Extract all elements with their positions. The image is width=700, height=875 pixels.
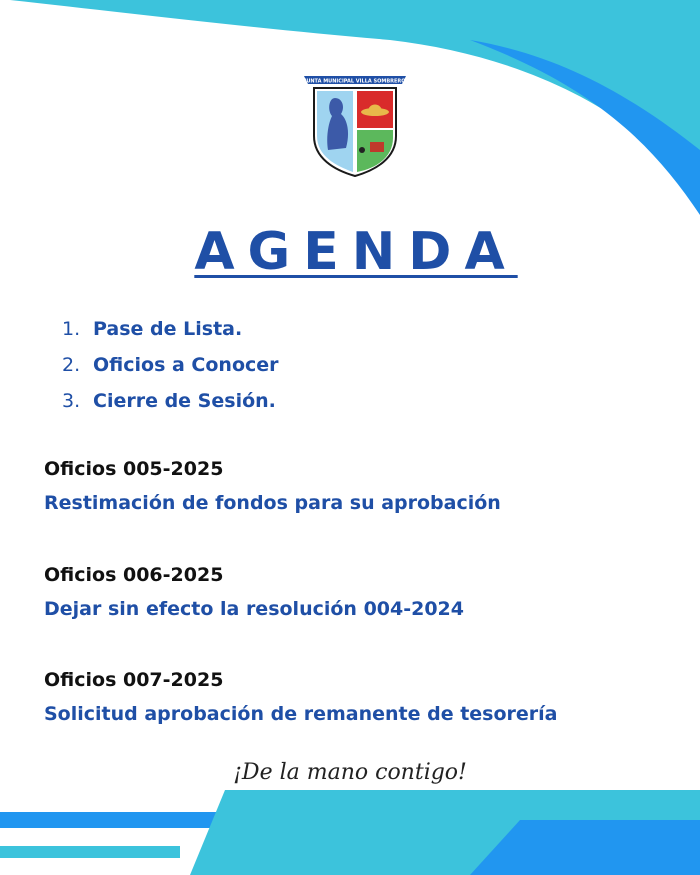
oficio-block: [44, 564, 464, 620]
agenda-list: [62, 318, 279, 426]
oficio-code: Oficios 005-2025: [44, 458, 224, 480]
agenda-item: [62, 390, 279, 426]
agenda-item-label: Cierre de Sesión.: [93, 390, 276, 412]
agenda-item: [62, 318, 279, 354]
oficio-description: Restimación de fondos para su aprobación: [44, 492, 501, 514]
agenda-item: [62, 354, 279, 390]
oficio-block: [44, 669, 558, 725]
oficio-description: Dejar sin efecto la resolución 004-2024: [44, 598, 464, 620]
agenda-item-number: 2.: [62, 354, 81, 376]
agenda-item-number: 1.: [62, 318, 81, 340]
agenda-item-label: Oficios a Conocer: [93, 354, 279, 376]
agenda-item-label: Pase de Lista.: [93, 318, 243, 340]
slogan: ¡De la mano contigo!: [233, 760, 467, 785]
agenda-item-number: 3.: [62, 390, 81, 412]
oficio-description: Solicitud aprobación de remanente de tesorería: [44, 703, 558, 725]
oficio-code: Oficios 006-2025: [44, 564, 224, 586]
oficio-code: Oficios 007-2025: [44, 669, 224, 691]
agenda-title: AGENDA: [194, 222, 518, 282]
crest-arc-text: JUNTA MUNICIPAL VILLA SOMBRERO: [304, 78, 406, 85]
oficio-block: [44, 458, 501, 514]
municipal-crest-logo: [296, 68, 414, 178]
